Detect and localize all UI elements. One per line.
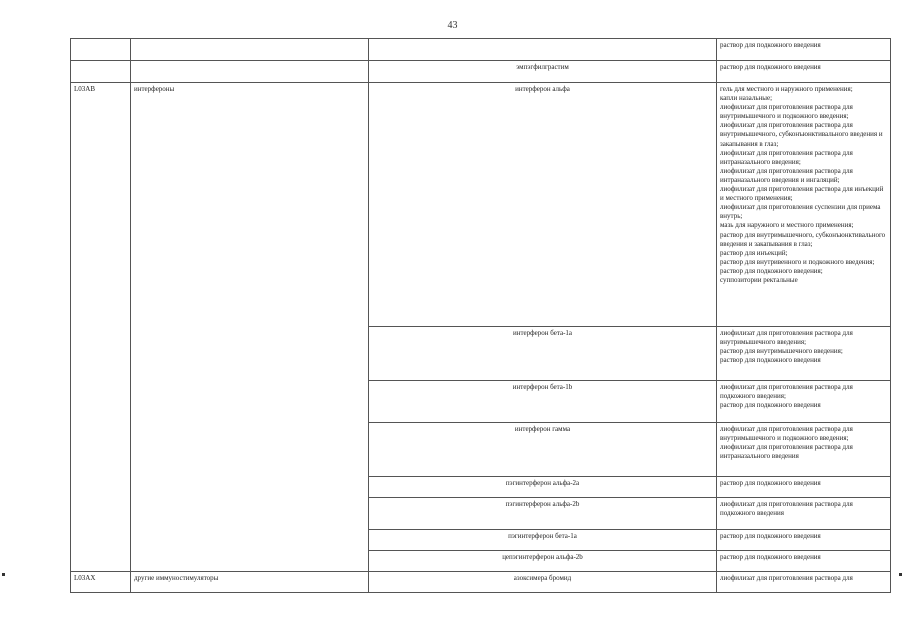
dosage-forms-cell: раствор для подкожного введения [717, 39, 891, 61]
dosage-forms-cell: раствор для подкожного введения [717, 530, 891, 551]
table-row [71, 39, 891, 61]
dosage-forms-cell: лиофилизат для приготовления раствора для подкожного введения; раствор для подкожного введения [717, 381, 891, 423]
drug-name-cell: цепэгинтерферон альфа-2b [369, 551, 717, 572]
group-cell: другие иммуностимуляторы [131, 572, 369, 593]
table-row [71, 61, 891, 83]
dosage-forms-cell: раствор для подкожного введения [717, 61, 891, 83]
table-row [71, 572, 891, 593]
drug-name-cell: азоксимера бромид [369, 572, 717, 593]
drug-name-cell: пэгинтерферон альфа-2b [369, 498, 717, 530]
table-row [71, 83, 891, 327]
dosage-forms-cell: раствор для подкожного введения [717, 477, 891, 498]
drug-name-cell [369, 39, 717, 61]
drug-name-cell: интерферон бета-1a [369, 327, 717, 381]
drug-name-cell: эмпэгфилграстим [369, 61, 717, 83]
group-cell [131, 39, 369, 61]
dosage-forms-cell: лиофилизат для приготовления раствора для внутримышечного введения; раствор для внутримышечного введения; раствор для подкожного введения [717, 327, 891, 381]
drug-name-cell: пэгинтерферон бета-1a [369, 530, 717, 551]
dosage-forms-cell: раствор для подкожного введения [717, 551, 891, 572]
drug-name-cell: интерферон бета-1b [369, 381, 717, 423]
group-cell: интерфероны [131, 83, 369, 572]
drug-name-cell: интерферон гамма [369, 423, 717, 477]
group-cell [131, 61, 369, 83]
scan-dot [2, 573, 5, 576]
dosage-forms-cell: гель для местного и наружного применения; капли назальные; лиофилизат для приготовления раствора для внутримышечного и подкожного введения; лиофилизат для приготовления раствора для внутримышечного, субконъюнктивального введения и закапывания в глаз; лиофилизат для приготовления раствора для интраназального введения; лиофилизат для приготовления раствора для интраназального введения и ингаляций; лиофилизат для приготовления раствора для инъекций и местного применения; лиофилизат для приготовления суспензии для приема внутрь; мазь для наружного и местного применения; раствор для внутримышечного, субконъюнктивального введения и закапывания в глаз; раствор для инъекций; раствор для внутривенного и подкожного введения; раствор для подкожного введения; суппозитории ректальные [717, 83, 891, 327]
scan-dot [899, 573, 902, 576]
drug-name-cell: интерферон альфа [369, 83, 717, 327]
dosage-forms-cell: лиофилизат для приготовления раствора для подкожного введения [717, 498, 891, 530]
drug-table [70, 38, 891, 593]
atc-code-cell: L03AX [71, 572, 131, 593]
page-number: 43 [447, 20, 458, 31]
dosage-forms-cell: лиофилизат для приготовления раствора для внутримышечного и подкожного введения; лиофилизат для приготовления раствора для интраназального введения [717, 423, 891, 477]
atc-code-cell: L03AB [71, 83, 131, 572]
atc-code-cell [71, 61, 131, 83]
atc-code-cell [71, 39, 131, 61]
drug-name-cell: пэгинтерферон альфа-2a [369, 477, 717, 498]
dosage-forms-cell: лиофилизат для приготовления раствора для [717, 572, 891, 593]
